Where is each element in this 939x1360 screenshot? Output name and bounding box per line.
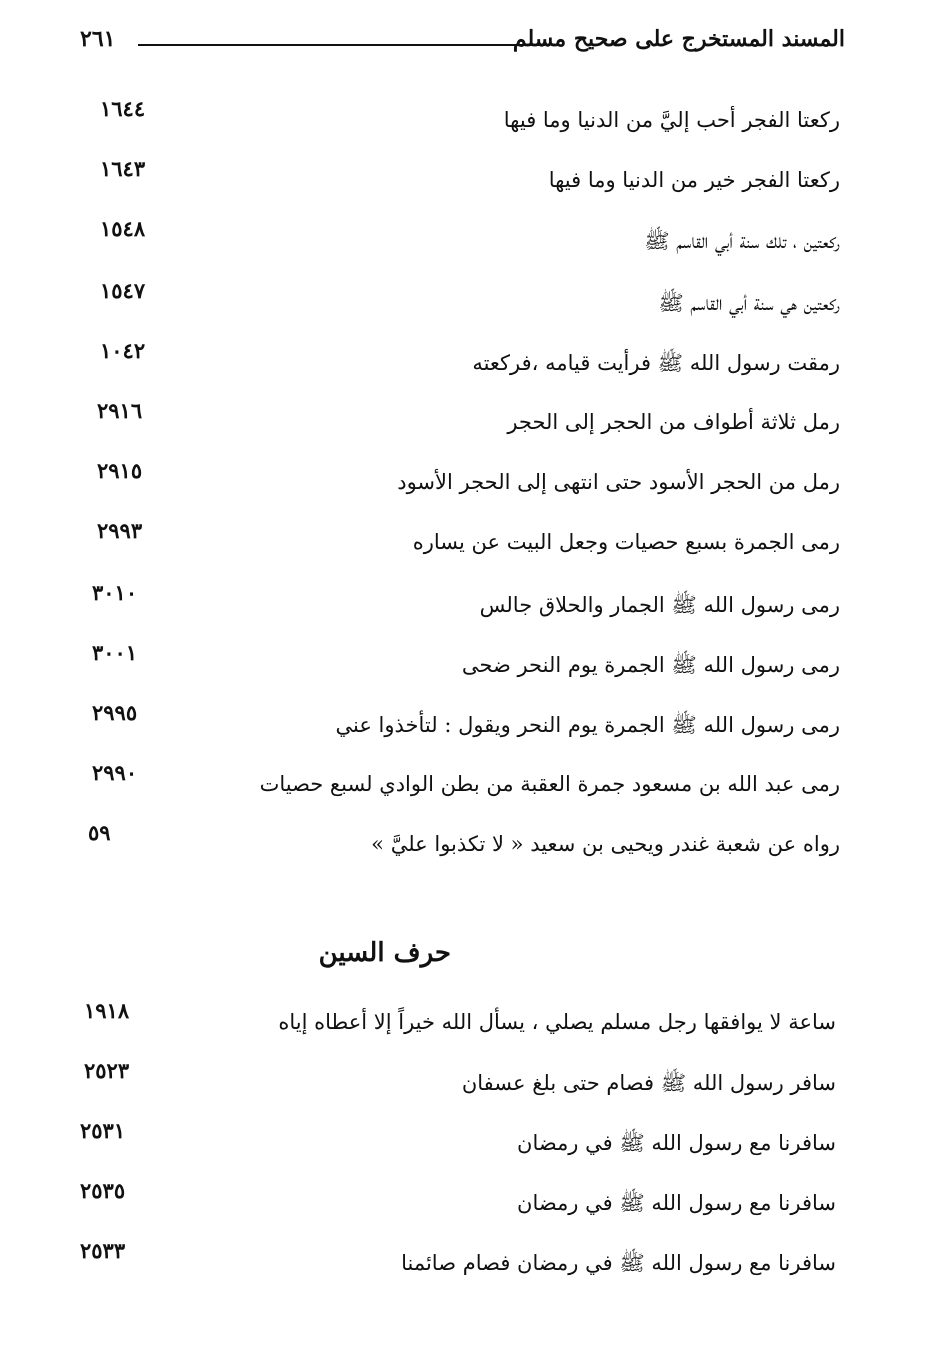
- entry-number: ١٥٤٧: [100, 278, 146, 303]
- index-entry: [70, 700, 840, 750]
- index-entry: [70, 760, 840, 810]
- entry-text: رمل ثلاثة أطواف من الحجر إلى الحجر: [507, 410, 840, 434]
- entry-number: ٢٥٣١: [80, 1118, 126, 1143]
- entry-text: ركعتا الفجر خير من الدنيا وما فيها: [548, 168, 840, 192]
- entry-number: ١٦٤٤: [100, 96, 146, 121]
- entry-number: ١٩١٨: [84, 998, 130, 1023]
- entry-text: سافرنا مع رسول الله ﷺ في رمضان: [517, 1131, 836, 1155]
- entry-text: رمى الجمرة بسبع حصيات وجعل البيت عن يساره: [412, 530, 840, 554]
- index-entry: [70, 398, 840, 448]
- entry-number: ٥٩: [88, 820, 111, 845]
- index-entry: [70, 96, 840, 146]
- index-entry: [70, 518, 840, 568]
- section-heading: حرف السين: [318, 938, 451, 968]
- index-entry: [66, 1118, 836, 1168]
- entry-number: ١٠٤٢: [100, 338, 146, 363]
- entry-text: ساعة لا يوافقها رجل مسلم يصلي ، يسأل الله خيراً إلا أعطاه إياه: [278, 1010, 836, 1034]
- entry-number: ٢٩١٦: [97, 398, 143, 423]
- index-entry: [66, 1178, 836, 1228]
- page-number: ٢٦١: [80, 26, 116, 52]
- entry-text: سافرنا مع رسول الله ﷺ في رمضان: [517, 1191, 836, 1215]
- entry-text: ركعتين هي سنة أبي القاسم ﷺ: [658, 291, 840, 315]
- index-entry: [70, 458, 840, 508]
- entry-number: ٢٥٣٣: [80, 1238, 126, 1263]
- page-header: [80, 26, 845, 66]
- entry-text: ركعتين ، تلك سنة أبي القاسم ﷺ: [644, 229, 840, 253]
- index-entry: [70, 640, 840, 690]
- entry-text: رمقت رسول الله ﷺ فرأيت قيامه ،فركعته: [472, 351, 840, 375]
- index-entry: [70, 278, 840, 328]
- entry-text: رمى رسول الله ﷺ الجمرة يوم النحر ضحى: [461, 653, 840, 677]
- entry-text: سافر رسول الله ﷺ فصام حتى بلغ عسفان: [461, 1071, 836, 1095]
- index-entry: [70, 338, 840, 388]
- entry-text: ركعتا الفجر أحب إليَّ من الدنيا وما فيها: [503, 108, 840, 132]
- entry-number: ٣٠١٠: [92, 580, 138, 605]
- book-title: المسند المستخرج على صحيح مسلم: [512, 26, 845, 52]
- index-entry: [66, 998, 836, 1048]
- entry-number: ١٥٤٨: [100, 216, 146, 241]
- entry-number: ٢٩٩٣: [97, 518, 143, 543]
- index-entry: [70, 580, 840, 630]
- entry-number: ٢٥٢٣: [84, 1058, 130, 1083]
- index-entry: [70, 216, 840, 266]
- entry-number: ٣٠٠١: [92, 640, 138, 665]
- entry-number: ٢٩٩٠: [92, 760, 138, 785]
- entry-number: ٢٥٣٥: [80, 1178, 126, 1203]
- index-entry: [66, 1058, 836, 1108]
- entry-text: رمى رسول الله ﷺ الجمار والحلاق جالس: [479, 593, 840, 617]
- entry-text: سافرنا مع رسول الله ﷺ في رمضان فصام صائمنا: [401, 1251, 836, 1275]
- index-entry: [66, 1238, 836, 1288]
- index-entry: [70, 820, 840, 870]
- entry-text: رمل من الحجر الأسود حتى انتهى إلى الحجر الأسود: [397, 470, 840, 494]
- entry-number: ٢٩٩٥: [92, 700, 138, 725]
- entry-text: رمى رسول الله ﷺ الجمرة يوم النحر ويقول : لتأخذوا عني: [335, 713, 840, 737]
- entry-number: ٢٩١٥: [97, 458, 143, 483]
- index-entry: [70, 156, 840, 206]
- entry-number: ١٦٤٣: [100, 156, 146, 181]
- entry-text: رمى عبد الله بن مسعود جمرة العقبة من بطن الوادي لسبع حصيات: [259, 772, 840, 796]
- header-rule: [138, 44, 545, 46]
- entry-text: رواه عن شعبة غندر ويحيى بن سعيد « لا تكذبوا عليَّ »: [371, 832, 840, 856]
